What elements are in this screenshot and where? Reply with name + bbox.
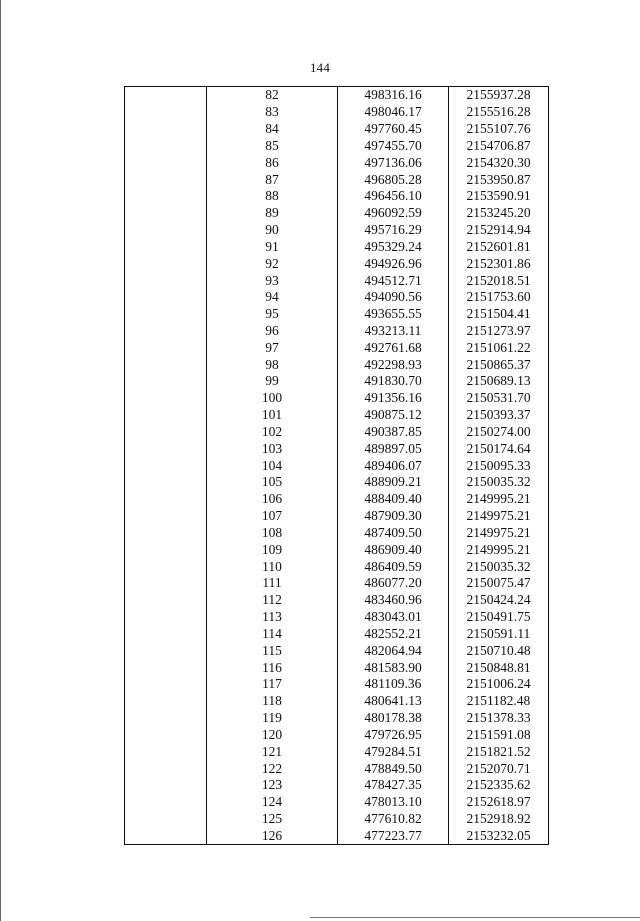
- table-row: [125, 760, 549, 777]
- blank-cell: [125, 339, 207, 356]
- table-row: [125, 188, 549, 205]
- y-coordinate-cell: 2150274.00: [449, 424, 549, 441]
- x-coordinate-cell: 496805.28: [338, 171, 449, 188]
- blank-cell: [125, 272, 207, 289]
- table-row: [125, 659, 549, 676]
- x-coordinate-cell: 478013.10: [338, 794, 449, 811]
- y-coordinate-cell: 2152070.71: [449, 760, 549, 777]
- point-number-cell: 112: [207, 592, 338, 609]
- table-row: [125, 407, 549, 424]
- y-coordinate-cell: 2152918.92: [449, 811, 549, 828]
- blank-cell: [125, 811, 207, 828]
- table-row: [125, 289, 549, 306]
- x-coordinate-cell: 480178.38: [338, 710, 449, 727]
- x-coordinate-cell: 487409.50: [338, 525, 449, 542]
- x-coordinate-cell: 491830.70: [338, 373, 449, 390]
- blank-cell: [125, 760, 207, 777]
- y-coordinate-cell: 2151504.41: [449, 306, 549, 323]
- x-coordinate-cell: 488909.21: [338, 474, 449, 491]
- y-coordinate-cell: 2154320.30: [449, 154, 549, 171]
- blank-cell: [125, 137, 207, 154]
- table-row: [125, 626, 549, 643]
- point-number-cell: 126: [207, 827, 338, 844]
- blank-cell: [125, 710, 207, 727]
- blank-cell: [125, 222, 207, 239]
- table-row: [125, 726, 549, 743]
- y-coordinate-cell: 2151753.60: [449, 289, 549, 306]
- x-coordinate-cell: 480641.13: [338, 693, 449, 710]
- table-row: [125, 205, 549, 222]
- blank-cell: [125, 171, 207, 188]
- y-coordinate-cell: 2151061.22: [449, 339, 549, 356]
- blank-cell: [125, 592, 207, 609]
- y-coordinate-cell: 2152301.86: [449, 255, 549, 272]
- table-row: [125, 87, 549, 104]
- y-coordinate-cell: 2150075.47: [449, 575, 549, 592]
- point-number-cell: 84: [207, 121, 338, 138]
- y-coordinate-cell: 2150591.11: [449, 626, 549, 643]
- table-row: [125, 356, 549, 373]
- table-row: [125, 339, 549, 356]
- x-coordinate-cell: 486077.20: [338, 575, 449, 592]
- x-coordinate-cell: 496456.10: [338, 188, 449, 205]
- y-coordinate-cell: 2150491.75: [449, 609, 549, 626]
- table-row: [125, 693, 549, 710]
- blank-cell: [125, 407, 207, 424]
- point-number-cell: 109: [207, 541, 338, 558]
- table-row: [125, 811, 549, 828]
- table-row: [125, 558, 549, 575]
- blank-cell: [125, 626, 207, 643]
- x-coordinate-cell: 481583.90: [338, 659, 449, 676]
- point-number-cell: 87: [207, 171, 338, 188]
- x-coordinate-cell: 483043.01: [338, 609, 449, 626]
- y-coordinate-cell: 2150095.33: [449, 457, 549, 474]
- table-row: [125, 171, 549, 188]
- point-number-cell: 117: [207, 676, 338, 693]
- x-coordinate-cell: 478427.35: [338, 777, 449, 794]
- x-coordinate-cell: 492298.93: [338, 356, 449, 373]
- x-coordinate-cell: 498316.16: [338, 87, 449, 104]
- y-coordinate-cell: 2151006.24: [449, 676, 549, 693]
- table-row: [125, 794, 549, 811]
- table-row: [125, 541, 549, 558]
- blank-cell: [125, 121, 207, 138]
- x-coordinate-cell: 489897.05: [338, 440, 449, 457]
- y-coordinate-cell: 2155107.76: [449, 121, 549, 138]
- page-edge-bottom: [310, 917, 640, 918]
- x-coordinate-cell: 489406.07: [338, 457, 449, 474]
- blank-cell: [125, 508, 207, 525]
- blank-cell: [125, 323, 207, 340]
- table-row: [125, 137, 549, 154]
- y-coordinate-cell: 2150848.81: [449, 659, 549, 676]
- y-coordinate-cell: 2150710.48: [449, 642, 549, 659]
- blank-cell: [125, 726, 207, 743]
- table-row: [125, 440, 549, 457]
- page-edge-left: [0, 0, 1, 921]
- point-number-cell: 106: [207, 491, 338, 508]
- point-number-cell: 120: [207, 726, 338, 743]
- point-number-cell: 94: [207, 289, 338, 306]
- y-coordinate-cell: 2151821.52: [449, 743, 549, 760]
- point-number-cell: 100: [207, 390, 338, 407]
- blank-cell: [125, 525, 207, 542]
- table-row: [125, 491, 549, 508]
- point-number-cell: 90: [207, 222, 338, 239]
- point-number-cell: 105: [207, 474, 338, 491]
- table-row: [125, 154, 549, 171]
- blank-cell: [125, 238, 207, 255]
- blank-cell: [125, 777, 207, 794]
- point-number-cell: 92: [207, 255, 338, 272]
- table-row: [125, 306, 549, 323]
- table-row: [125, 609, 549, 626]
- blank-cell: [125, 424, 207, 441]
- x-coordinate-cell: 486909.40: [338, 541, 449, 558]
- point-number-cell: 97: [207, 339, 338, 356]
- y-coordinate-cell: 2153232.05: [449, 827, 549, 844]
- table-row: [125, 424, 549, 441]
- point-number-cell: 115: [207, 642, 338, 659]
- table-row: [125, 508, 549, 525]
- y-coordinate-cell: 2152335.62: [449, 777, 549, 794]
- point-number-cell: 123: [207, 777, 338, 794]
- table-row: [125, 592, 549, 609]
- blank-cell: [125, 743, 207, 760]
- x-coordinate-cell: 490387.85: [338, 424, 449, 441]
- table-row: [125, 642, 549, 659]
- table-row: [125, 121, 549, 138]
- point-number-cell: 125: [207, 811, 338, 828]
- point-number-cell: 101: [207, 407, 338, 424]
- x-coordinate-cell: 497136.06: [338, 154, 449, 171]
- point-number-cell: 110: [207, 558, 338, 575]
- point-number-cell: 98: [207, 356, 338, 373]
- blank-cell: [125, 457, 207, 474]
- table-row: [125, 373, 549, 390]
- x-coordinate-cell: 495329.24: [338, 238, 449, 255]
- y-coordinate-cell: 2150035.32: [449, 558, 549, 575]
- x-coordinate-cell: 481109.36: [338, 676, 449, 693]
- table-row: [125, 272, 549, 289]
- y-coordinate-cell: 2150174.64: [449, 440, 549, 457]
- blank-cell: [125, 642, 207, 659]
- blank-cell: [125, 794, 207, 811]
- blank-cell: [125, 390, 207, 407]
- x-coordinate-cell: 488409.40: [338, 491, 449, 508]
- blank-cell: [125, 575, 207, 592]
- table-row: [125, 238, 549, 255]
- point-number-cell: 86: [207, 154, 338, 171]
- y-coordinate-cell: 2154706.87: [449, 137, 549, 154]
- point-number-cell: 83: [207, 104, 338, 121]
- point-number-cell: 111: [207, 575, 338, 592]
- blank-cell: [125, 827, 207, 844]
- table-row: [125, 255, 549, 272]
- y-coordinate-cell: 2151273.97: [449, 323, 549, 340]
- y-coordinate-cell: 2153245.20: [449, 205, 549, 222]
- table-row: [125, 827, 549, 844]
- blank-cell: [125, 255, 207, 272]
- point-number-cell: 124: [207, 794, 338, 811]
- y-coordinate-cell: 2150424.24: [449, 592, 549, 609]
- x-coordinate-cell: 494090.56: [338, 289, 449, 306]
- x-coordinate-cell: 496092.59: [338, 205, 449, 222]
- table-row: [125, 575, 549, 592]
- table-row: [125, 323, 549, 340]
- point-number-cell: 104: [207, 457, 338, 474]
- blank-cell: [125, 306, 207, 323]
- x-coordinate-cell: 477610.82: [338, 811, 449, 828]
- y-coordinate-cell: 2151378.33: [449, 710, 549, 727]
- point-number-cell: 91: [207, 238, 338, 255]
- x-coordinate-cell: 494512.71: [338, 272, 449, 289]
- y-coordinate-cell: 2153950.87: [449, 171, 549, 188]
- table-row: [125, 390, 549, 407]
- y-coordinate-cell: 2150865.37: [449, 356, 549, 373]
- y-coordinate-cell: 2150689.13: [449, 373, 549, 390]
- table-row: [125, 676, 549, 693]
- y-coordinate-cell: 2149975.21: [449, 525, 549, 542]
- x-coordinate-cell: 493213.11: [338, 323, 449, 340]
- point-number-cell: 95: [207, 306, 338, 323]
- point-number-cell: 113: [207, 609, 338, 626]
- x-coordinate-cell: 494926.96: [338, 255, 449, 272]
- x-coordinate-cell: 479284.51: [338, 743, 449, 760]
- blank-cell: [125, 440, 207, 457]
- y-coordinate-cell: 2149995.21: [449, 541, 549, 558]
- point-number-cell: 122: [207, 760, 338, 777]
- y-coordinate-cell: 2150393.37: [449, 407, 549, 424]
- point-number-cell: 121: [207, 743, 338, 760]
- blank-cell: [125, 188, 207, 205]
- x-coordinate-cell: 493655.55: [338, 306, 449, 323]
- point-number-cell: 85: [207, 137, 338, 154]
- y-coordinate-cell: 2152018.51: [449, 272, 549, 289]
- x-coordinate-cell: 486409.59: [338, 558, 449, 575]
- coordinates-table-body: [125, 87, 549, 845]
- blank-cell: [125, 289, 207, 306]
- x-coordinate-cell: 497760.45: [338, 121, 449, 138]
- x-coordinate-cell: 492761.68: [338, 339, 449, 356]
- x-coordinate-cell: 491356.16: [338, 390, 449, 407]
- blank-cell: [125, 104, 207, 121]
- x-coordinate-cell: 478849.50: [338, 760, 449, 777]
- table-row: [125, 457, 549, 474]
- table-row: [125, 777, 549, 794]
- x-coordinate-cell: 479726.95: [338, 726, 449, 743]
- y-coordinate-cell: 2152601.81: [449, 238, 549, 255]
- point-number-cell: 103: [207, 440, 338, 457]
- table-row: [125, 743, 549, 760]
- blank-cell: [125, 659, 207, 676]
- blank-cell: [125, 154, 207, 171]
- x-coordinate-cell: 495716.29: [338, 222, 449, 239]
- blank-cell: [125, 356, 207, 373]
- y-coordinate-cell: 2149975.21: [449, 508, 549, 525]
- blank-cell: [125, 474, 207, 491]
- y-coordinate-cell: 2153590.91: [449, 188, 549, 205]
- table-row: [125, 104, 549, 121]
- x-coordinate-cell: 483460.96: [338, 592, 449, 609]
- y-coordinate-cell: 2155516.28: [449, 104, 549, 121]
- point-number-cell: 118: [207, 693, 338, 710]
- y-coordinate-cell: 2150531.70: [449, 390, 549, 407]
- point-number-cell: 119: [207, 710, 338, 727]
- table-row: [125, 222, 549, 239]
- y-coordinate-cell: 2149995.21: [449, 491, 549, 508]
- y-coordinate-cell: 2150035.32: [449, 474, 549, 491]
- x-coordinate-cell: 497455.70: [338, 137, 449, 154]
- blank-cell: [125, 693, 207, 710]
- y-coordinate-cell: 2151182.48: [449, 693, 549, 710]
- blank-cell: [125, 205, 207, 222]
- blank-cell: [125, 541, 207, 558]
- blank-cell: [125, 491, 207, 508]
- point-number-cell: 88: [207, 188, 338, 205]
- point-number-cell: 99: [207, 373, 338, 390]
- point-number-cell: 108: [207, 525, 338, 542]
- point-number-cell: 107: [207, 508, 338, 525]
- table-row: [125, 525, 549, 542]
- x-coordinate-cell: 487909.30: [338, 508, 449, 525]
- blank-cell: [125, 87, 207, 104]
- page-number: 144: [309, 60, 331, 75]
- x-coordinate-cell: 477223.77: [338, 827, 449, 844]
- table-row: [125, 474, 549, 491]
- point-number-cell: 82: [207, 87, 338, 104]
- blank-cell: [125, 676, 207, 693]
- blank-cell: [125, 609, 207, 626]
- point-number-cell: 89: [207, 205, 338, 222]
- x-coordinate-cell: 482552.21: [338, 626, 449, 643]
- point-number-cell: 93: [207, 272, 338, 289]
- y-coordinate-cell: 2152618.97: [449, 794, 549, 811]
- point-number-cell: 96: [207, 323, 338, 340]
- coordinates-table: [124, 86, 549, 845]
- y-coordinate-cell: 2155937.28: [449, 87, 549, 104]
- table-row: [125, 710, 549, 727]
- blank-cell: [125, 558, 207, 575]
- blank-cell: [125, 373, 207, 390]
- point-number-cell: 102: [207, 424, 338, 441]
- x-coordinate-cell: 482064.94: [338, 642, 449, 659]
- x-coordinate-cell: 490875.12: [338, 407, 449, 424]
- x-coordinate-cell: 498046.17: [338, 104, 449, 121]
- point-number-cell: 116: [207, 659, 338, 676]
- y-coordinate-cell: 2152914.94: [449, 222, 549, 239]
- point-number-cell: 114: [207, 626, 338, 643]
- y-coordinate-cell: 2151591.08: [449, 726, 549, 743]
